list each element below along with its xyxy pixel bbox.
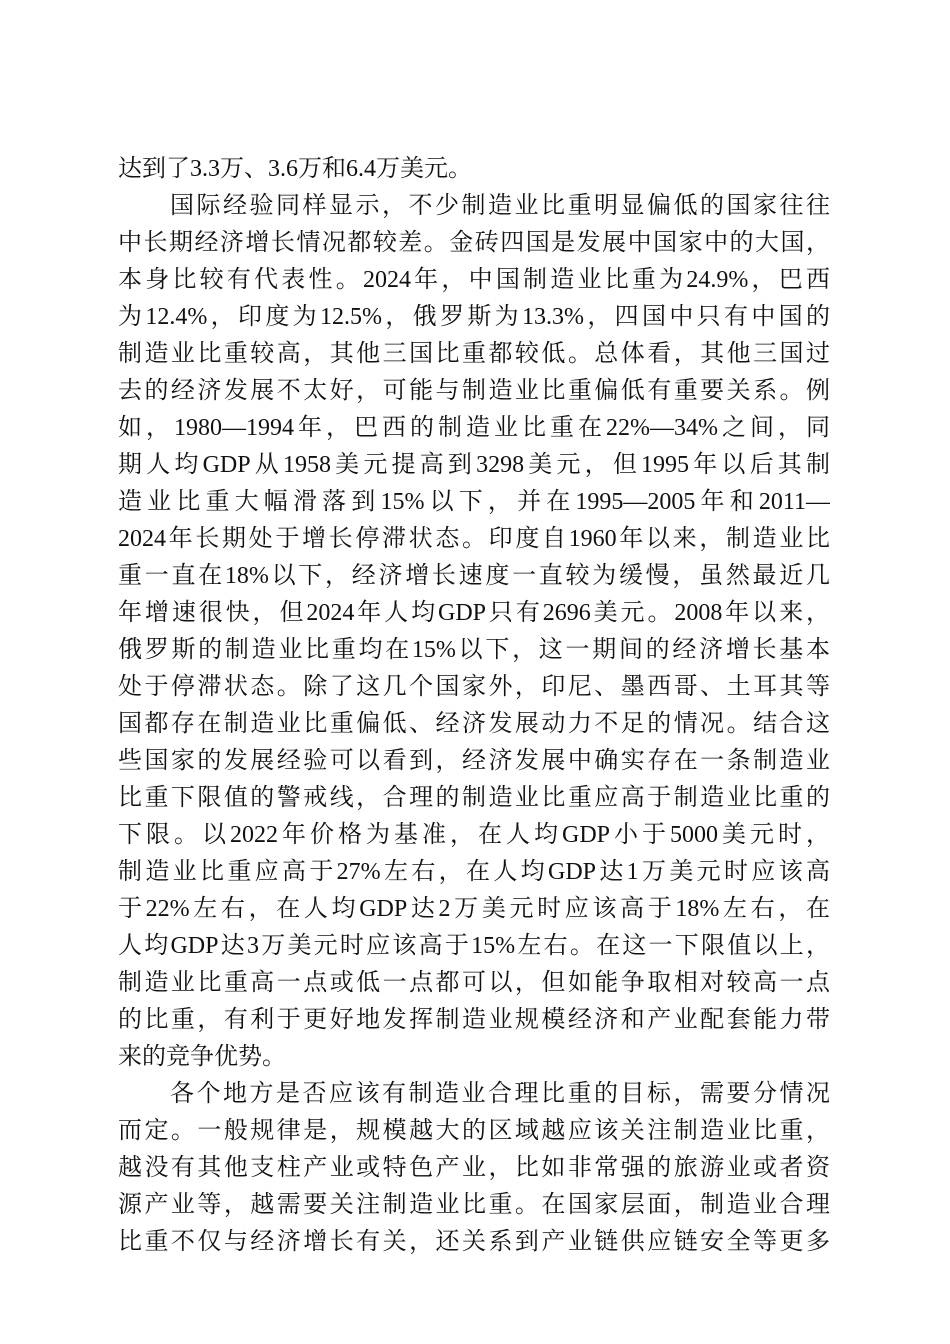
- text-line-10: 造业比重大幅滑落到15%以下，并在1995—2005年和2011—: [118, 489, 830, 515]
- text-line-4: 本身比较有代表性。2024年，中国制造业比重为24.9%，巴西: [118, 267, 830, 293]
- text-line-30: 比重不仅与经济增长有关，还关系到产业链供应链安全等更多: [118, 1229, 830, 1255]
- text-line-25: 来的竞争优势。: [118, 1044, 286, 1070]
- text-line-24: 的比重，有利于更好地发挥制造业规模经济和产业配套能力带: [118, 1007, 830, 1033]
- paragraph-3-line-1: 各个地方是否应该有制造业合理比重的目标，需要分情况: [170, 1081, 830, 1107]
- text-line-9: 期人均GDP从1958美元提高到3298美元，但1995年以后其制: [118, 452, 830, 478]
- text-line-15: 处于停滞状态。除了这几个国家外，印尼、墨西哥、土耳其等: [118, 674, 830, 700]
- text-line-27: 而定。一般规律是，规模越大的区域越应该关注制造业比重，: [118, 1118, 830, 1144]
- text-line-7: 去的经济发展不太好，可能与制造业比重偏低有重要关系。例: [118, 378, 830, 404]
- paragraph-2-line-1: 国际经验同样显示，不少制造业比重明显偏低的国家往往: [170, 193, 830, 219]
- text-line-12: 重一直在18%以下，经济增长速度一直较为缓慢，虽然最近几: [118, 563, 830, 589]
- text-line-28: 越没有其他支柱产业或特色产业，比如非常强的旅游业或者资: [118, 1155, 830, 1181]
- text-line-11: 2024年长期处于增长停滞状态。印度自1960年以来，制造业比: [118, 526, 830, 552]
- text-line-17: 些国家的发展经验可以看到，经济发展中确实存在一条制造业: [118, 748, 830, 774]
- text-line-22: 人均GDP达3万美元时应该高于15%左右。在这一下限值以上，: [118, 933, 830, 959]
- text-line-5: 为12.4%，印度为12.5%，俄罗斯为13.3%，四国中只有中国的: [118, 304, 830, 330]
- text-line-16: 国都存在制造业比重偏低、经济发展动力不足的情况。结合这: [118, 711, 830, 737]
- text-line-21: 于22%左右，在人均GDP达2万美元时应该高于18%左右，在: [118, 896, 830, 922]
- text-line-13: 年增速很快，但2024年人均GDP只有2696美元。2008年以来，: [118, 600, 830, 626]
- text-line-18: 比重下限值的警戒线，合理的制造业比重应高于制造业比重的: [118, 785, 830, 811]
- text-line-6: 制造业比重较高，其他三国比重都较低。总体看，其他三国过: [118, 341, 830, 367]
- text-line-23: 制造业比重高一点或低一点都可以，但如能争取相对较高一点: [118, 970, 830, 996]
- text-line-29: 源产业等，越需要关注制造业比重。在国家层面，制造业合理: [118, 1192, 830, 1218]
- text-line-8: 如，1980—1994年，巴西的制造业比重在22%—34%之间，同: [118, 415, 830, 441]
- text-line-20: 制造业比重应高于27%左右，在人均GDP达1万美元时应该高: [118, 859, 830, 885]
- text-line-14: 俄罗斯的制造业比重均在15%以下，这一期间的经济增长基本: [118, 637, 830, 663]
- text-line-3: 中长期经济增长情况都较差。金砖四国是发展中国家中的大国，: [118, 230, 830, 256]
- text-line-19: 下限。以2022年价格为基准，在人均GDP小于5000美元时，: [118, 822, 830, 848]
- text-line-1: 达到了3.3万、3.6万和6.4万美元。: [118, 156, 472, 182]
